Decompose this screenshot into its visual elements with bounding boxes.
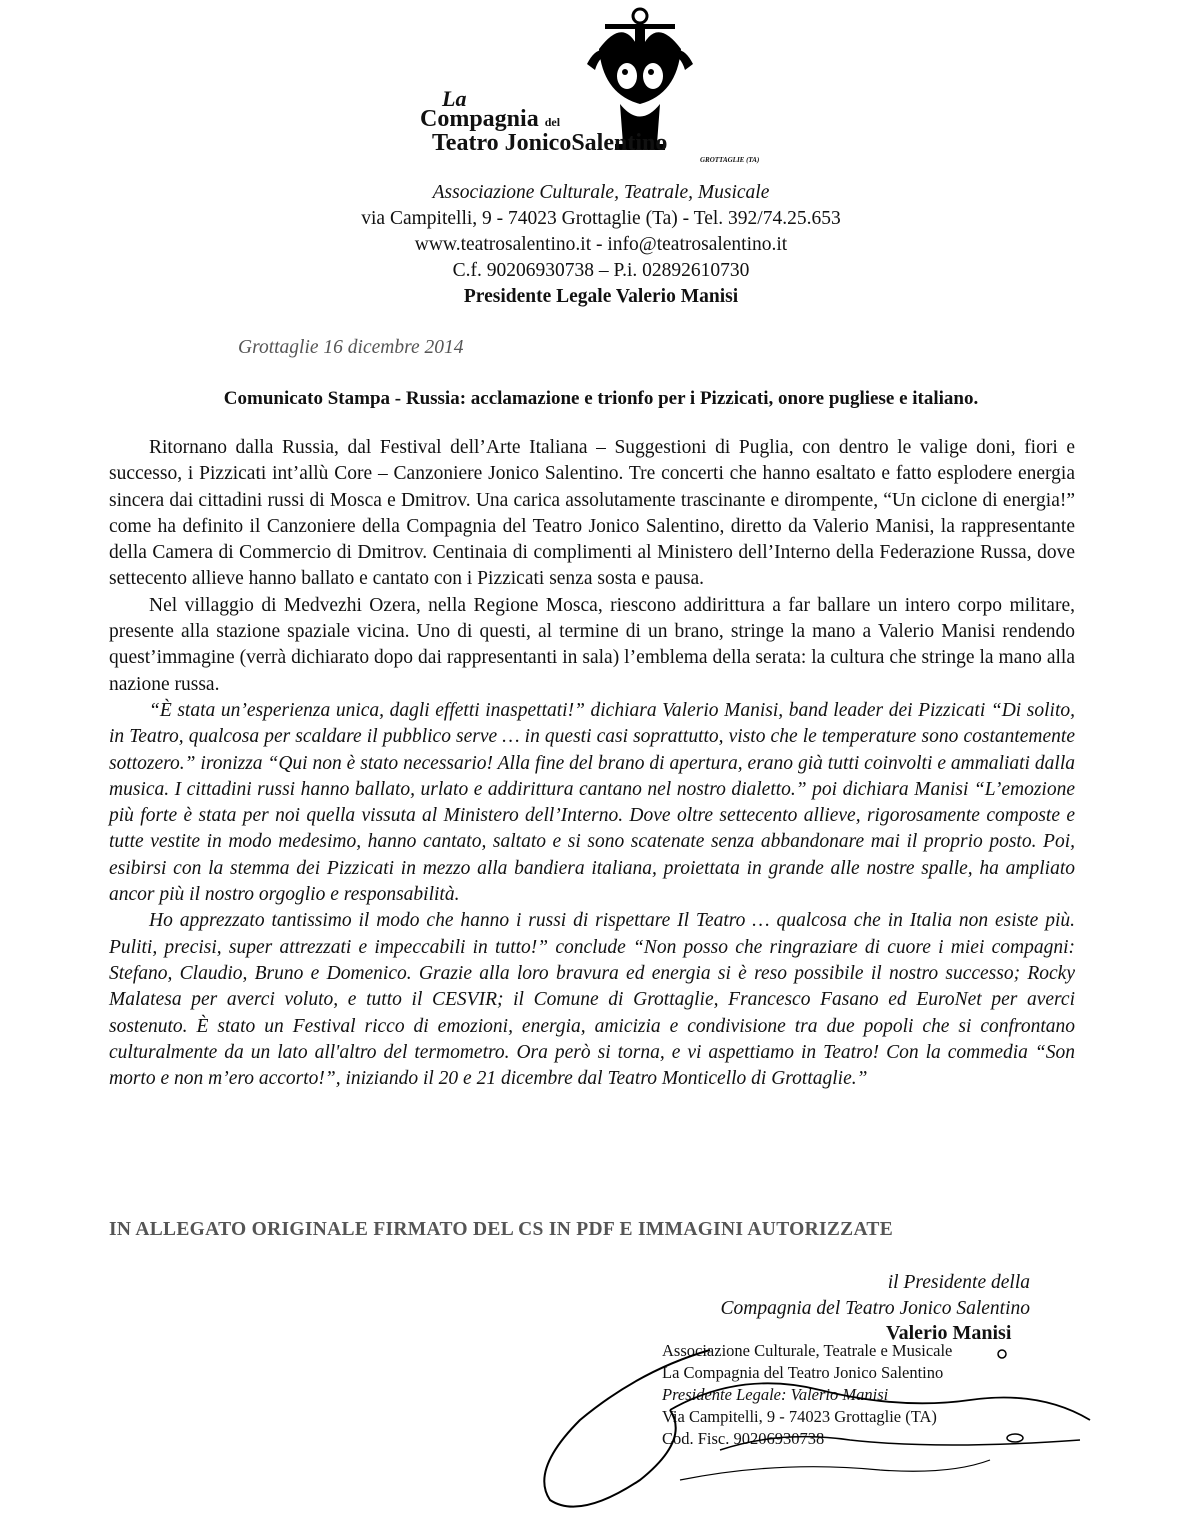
header-president: Presidente Legale Valerio Manisi	[463, 286, 739, 307]
handwritten-signature-icon	[520, 1330, 1120, 1520]
body-paragraph: Ritornano dalla Russia, dal Festival dell’Arte Italiana – Suggestioni di Puglia, con dentro le valige doni, fiori e successo, i Pizzicati int’allù Core – Canzoniere Jonico Salentino. Tre concerti che hanno esaltato e fatto esplodere energia sincera dai cittadini russi di Mosca e Dmitrov. Una carica assolutamente trascinante e dirompente, “Un ciclone di energia!” come ha definito il Canzoniere della Compagnia del Teatro Jonico Salentino, diretto da Valerio Manisi, la rappresentante della Camera di Commercio di Dmitrov. Centinaia di complimenti al Ministero dell’Interno della Federazione Russa, dove settecento allieve hanno ballato e cantato con i Pizzicati senza sosta e pausa.	[109, 437, 1075, 590]
stamp-line: Presidente Legale: Valerio Manisi	[662, 1385, 889, 1404]
stamp-line: Via Campitelli, 9 - 74023 Grottaglie (TA)	[662, 1407, 937, 1426]
header-address: via Campitelli, 9 - 74023 Grottaglie (Ta) - Tel. 392/74.25.653	[361, 208, 841, 229]
header-web-email: www.teatrosalentino.it - info@teatrosalentino.it	[414, 234, 788, 255]
attachment-note: IN ALLEGATO ORIGINALE FIRMATO DEL CS IN PDF E IMMAGINI AUTORIZZATE	[109, 1219, 894, 1240]
signature-role: il Presidente della	[887, 1272, 1030, 1293]
logo-text-la: La	[442, 86, 467, 111]
header-association: Associazione Culturale, Teatrale, Musicale	[432, 182, 770, 203]
header-tax-codes: C.f. 90206930738 – P.i. 02892610730	[452, 260, 750, 281]
signature-organization: Compagnia del Teatro Jonico Salentino	[720, 1298, 1030, 1319]
stamp-line: La Compagnia del Teatro Jonico Salentino	[662, 1363, 944, 1382]
press-release-body	[109, 435, 1075, 1092]
press-release-title: Comunicato Stampa - Russia: acclamazione e trionfo per i Pizzicati, onore pugliese e italiano.	[223, 388, 979, 409]
logo-text-teatro: Teatro JonicoSalentino	[432, 130, 668, 156]
signature-name: Valerio Manisi	[886, 1322, 1012, 1344]
stamp-line: Cod. Fisc. 90206930738	[662, 1429, 825, 1448]
body-paragraph: “È stata un’esperienza unica, dagli effetti inaspettati!” dichiara Valerio Manisi, band leader dei Pizzicati “Di solito, in Teatro, qualcosa per scaldare il pubblico serve … in questi casi soprattutto, visto che le temperature sono costantemente sottozero.” ironizza “Qui non è stato necessario! Alla fine del brano di apertura, erano già tutti coinvolti e ammaliati dalla musica. I cittadini russi hanno ballato, urlato e addirittura cantano nel nostro dialetto.” poi dichiara Manisi “L’emozione più forte è stata per noi quella vissuta al Ministero dell’Interno. Dove oltre settecento allieve, rigorosamente composte e tutte vestite in modo medesimo, hanno cantato, saltato e si sono scatenate senza abbandonare mai il proprio posto. Poi, esibirsi con la stemma dei Pizzicati in mezzo alla bandiera italiana, proiettata in grande alle nostre spalle, ha ampliato ancor più il nostro orgoglio e responsabilità.	[109, 699, 1075, 906]
logo-text-grottaglie: GROTTAGLIE (TA)	[700, 156, 760, 164]
body-paragraph: Ho apprezzato tantissimo il modo che hanno i russi di rispettare Il Teatro … qualcosa che in Italia non esiste più. Puliti, precisi, super attrezzati e impeccabili in tutto!” conclude “Non posso che ringraziare di cuore i miei compagni: Stefano, Claudio, Bruno e Domenico. Grazie alla loro bravura ed energia si è reso possibile il nostro successo; Rocky Malatesa per averci voluto, e tutto il CESVIR; il Comune di Grottaglie, Francesco Fasano ed EuroNet per averci sostenuto. È stato un Festival ricco di emozioni, energia, amicizia e condivisione tra due popoli che si confrontano culturalmente da un lato all'altro del termometro. Ora però si torna, e vi aspettiamo in Teatro! Con la commedia “Son morto e non m’ero accorto!”, iniziando il 20 e 21 dicembre dal Teatro Monticello di Grottaglie.”	[109, 910, 1075, 1090]
logo-text-compagnia: Compagnia del	[420, 106, 561, 132]
letter-date: Grottaglie 16 dicembre 2014	[238, 337, 464, 358]
stamp-line: Associazione Culturale, Teatrale e Musicale	[662, 1341, 953, 1360]
body-paragraph: Nel villaggio di Medvezhi Ozera, nella Regione Mosca, riescono addirittura a far ballare un intero corpo militare, presente alla stazione spaziale vicina. Uno di questi, al termine di un brano, stringe la mano a Valerio Manisi rendendo quest’immagine (verrà dichiarato dopo dai rappresentanti in sala) l’emblema della serata: la cultura che stringe la mano alla nazione russa.	[109, 594, 1075, 695]
